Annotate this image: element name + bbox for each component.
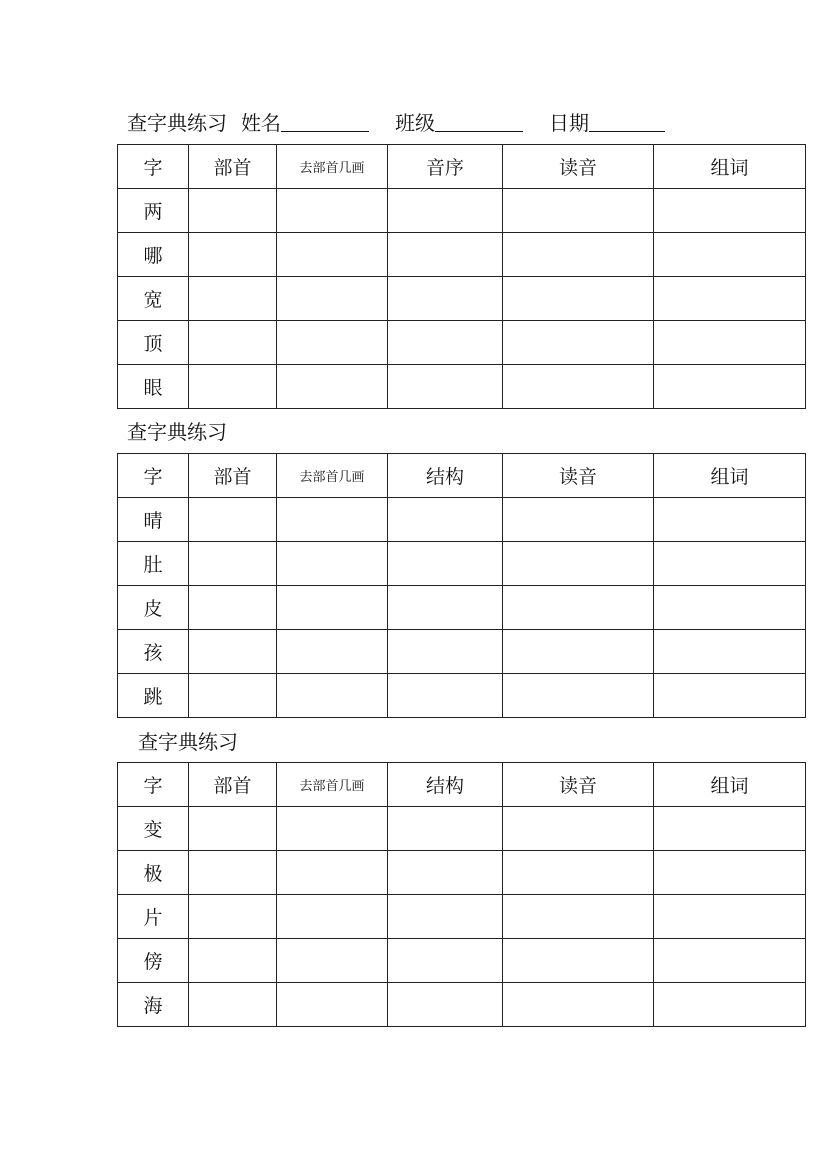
class-label: 班级 [395,111,435,135]
table-row [118,498,806,542]
answer-cell[interactable] [654,189,806,233]
answer-cell[interactable] [654,939,806,983]
answer-cell[interactable] [654,498,806,542]
column-header: 字 [118,454,189,498]
answer-cell[interactable] [388,233,503,277]
answer-cell[interactable] [503,365,654,409]
table-row [118,365,806,409]
answer-cell[interactable] [388,939,503,983]
answer-cell[interactable] [277,674,388,718]
character-cell: 肚 [118,542,189,586]
answer-cell[interactable] [388,365,503,409]
answer-cell[interactable] [277,586,388,630]
table-row [118,233,806,277]
answer-cell[interactable] [503,233,654,277]
answer-cell[interactable] [503,630,654,674]
table-header-row [118,454,806,498]
table-header-row [118,145,806,189]
answer-cell[interactable] [503,851,654,895]
worksheet-table-3 [117,762,806,1027]
answer-cell[interactable] [388,674,503,718]
character-cell: 傍 [118,939,189,983]
column-header: 结构 [388,763,503,807]
character-cell: 眼 [118,365,189,409]
answer-cell[interactable] [189,895,277,939]
answer-cell[interactable] [503,321,654,365]
answer-cell[interactable] [654,851,806,895]
answer-cell[interactable] [654,365,806,409]
answer-cell[interactable] [503,542,654,586]
answer-cell[interactable] [503,807,654,851]
answer-cell[interactable] [654,321,806,365]
class-field[interactable] [435,111,523,132]
table-row [118,807,806,851]
answer-cell[interactable] [654,674,806,718]
character-cell: 两 [118,189,189,233]
column-header: 组词 [654,145,806,189]
answer-cell[interactable] [189,542,277,586]
name-label: 姓名 [241,111,281,135]
answer-cell[interactable] [388,851,503,895]
answer-cell[interactable] [189,277,277,321]
answer-cell[interactable] [189,939,277,983]
answer-cell[interactable] [189,983,277,1027]
answer-cell[interactable] [189,586,277,630]
answer-cell[interactable] [388,277,503,321]
answer-cell[interactable] [277,807,388,851]
answer-cell[interactable] [277,189,388,233]
answer-cell[interactable] [189,630,277,674]
answer-cell[interactable] [277,983,388,1027]
answer-cell[interactable] [388,895,503,939]
character-cell: 顶 [118,321,189,365]
answer-cell[interactable] [654,630,806,674]
answer-cell[interactable] [503,939,654,983]
character-cell: 晴 [118,498,189,542]
character-cell: 皮 [118,586,189,630]
answer-cell[interactable] [388,542,503,586]
table-row [118,189,806,233]
answer-cell[interactable] [277,895,388,939]
column-header: 读音 [503,145,654,189]
character-cell: 海 [118,983,189,1027]
answer-cell[interactable] [388,498,503,542]
table-row [118,630,806,674]
column-header: 读音 [503,763,654,807]
answer-cell[interactable] [277,542,388,586]
column-header: 去部首几画 [277,763,388,807]
worksheet-header [127,111,665,135]
answer-cell[interactable] [503,498,654,542]
column-header: 读音 [503,454,654,498]
answer-cell[interactable] [189,807,277,851]
answer-cell[interactable] [277,233,388,277]
table-row [118,851,806,895]
table-header-row [118,763,806,807]
column-header: 结构 [388,454,503,498]
answer-cell[interactable] [277,939,388,983]
answer-cell[interactable] [189,189,277,233]
column-header: 去部首几画 [277,454,388,498]
column-header: 部首 [189,454,277,498]
answer-cell[interactable] [503,983,654,1027]
column-header: 组词 [654,454,806,498]
answer-cell[interactable] [388,586,503,630]
answer-cell[interactable] [189,674,277,718]
name-field[interactable] [281,111,369,132]
answer-cell[interactable] [277,277,388,321]
section-title: 查字典练习 [127,420,227,444]
character-cell: 片 [118,895,189,939]
answer-cell[interactable] [388,189,503,233]
table-row [118,983,806,1027]
column-header: 去部首几画 [277,145,388,189]
answer-cell[interactable] [654,983,806,1027]
column-header: 组词 [654,763,806,807]
section-title: 查字典练习 [127,111,227,135]
answer-cell[interactable] [277,365,388,409]
answer-cell[interactable] [503,674,654,718]
column-header: 音序 [388,145,503,189]
answer-cell[interactable] [189,233,277,277]
character-cell: 宽 [118,277,189,321]
character-cell: 跳 [118,674,189,718]
date-field[interactable] [589,111,665,132]
table-row [118,674,806,718]
column-header: 字 [118,763,189,807]
answer-cell[interactable] [189,498,277,542]
table-row [118,321,806,365]
answer-cell[interactable] [277,630,388,674]
answer-cell[interactable] [503,277,654,321]
answer-cell[interactable] [503,189,654,233]
answer-cell[interactable] [503,586,654,630]
character-cell: 极 [118,851,189,895]
answer-cell[interactable] [277,498,388,542]
answer-cell[interactable] [189,365,277,409]
answer-cell[interactable] [654,895,806,939]
answer-cell[interactable] [388,630,503,674]
table-row [118,939,806,983]
answer-cell[interactable] [654,807,806,851]
answer-cell[interactable] [388,983,503,1027]
table-row [118,895,806,939]
answer-cell[interactable] [654,277,806,321]
answer-cell[interactable] [654,586,806,630]
worksheet-table-1 [117,144,806,409]
answer-cell[interactable] [189,851,277,895]
answer-cell[interactable] [654,542,806,586]
answer-cell[interactable] [388,321,503,365]
column-header: 部首 [189,763,277,807]
answer-cell[interactable] [503,895,654,939]
character-cell: 哪 [118,233,189,277]
date-label: 日期 [549,111,589,135]
character-cell: 孩 [118,630,189,674]
section-title: 查字典练习 [138,730,238,754]
column-header: 部首 [189,145,277,189]
column-header: 字 [118,145,189,189]
answer-cell[interactable] [189,321,277,365]
answer-cell[interactable] [277,851,388,895]
table-row [118,586,806,630]
table-row [118,542,806,586]
answer-cell[interactable] [654,233,806,277]
answer-cell[interactable] [388,807,503,851]
worksheet-table-2 [117,453,806,718]
answer-cell[interactable] [277,321,388,365]
character-cell: 变 [118,807,189,851]
table-row [118,277,806,321]
